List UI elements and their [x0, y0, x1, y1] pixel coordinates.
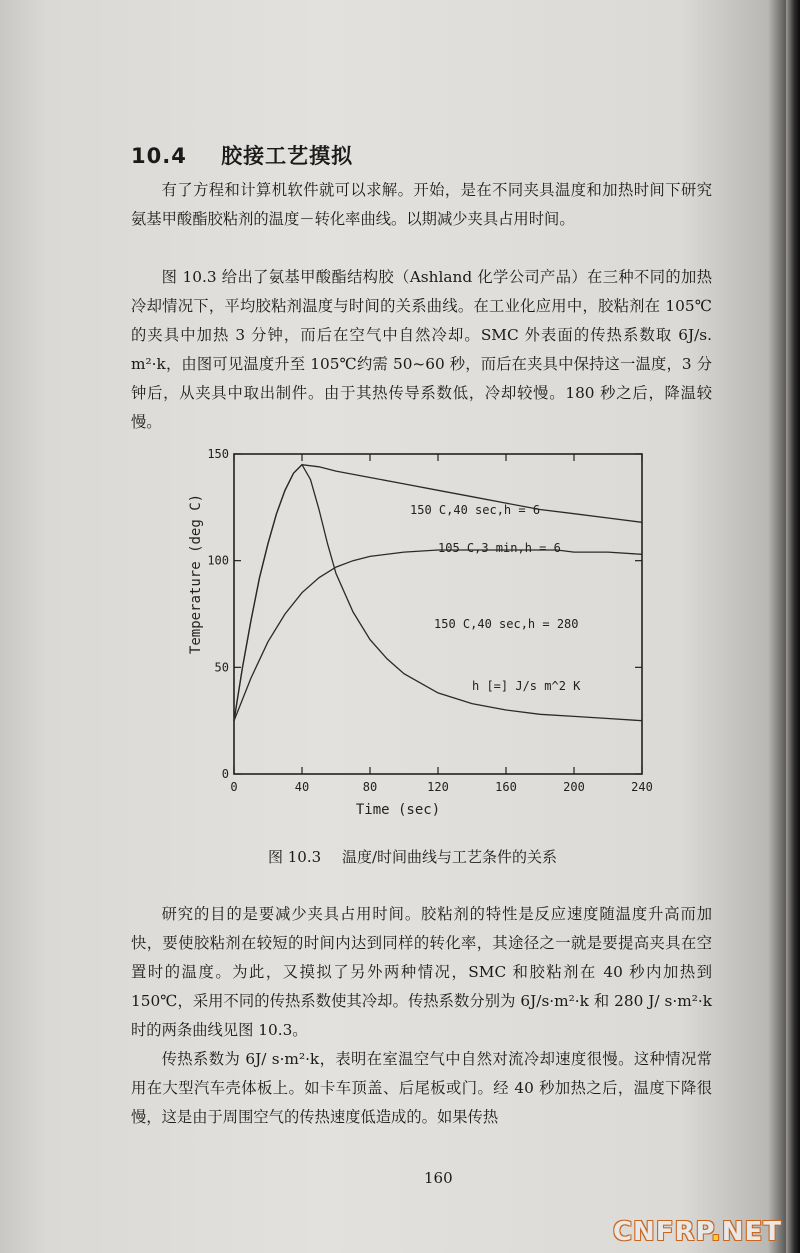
watermark-left: CNFRP [612, 1217, 711, 1247]
paragraph-1 [131, 176, 712, 234]
y-axis-label: Temperature (deg C) [188, 493, 204, 655]
x-tick-label: 0 [230, 780, 238, 794]
paragraph-4-text: 传热系数为 6J/ s·m²·k，表明在室温空气中自然对流冷却速度很慢。这种情况常用在大型汽车壳体板上。如卡车顶盖、后尾板或门。经 40 秒加热之后，温度下降很慢，这是由于周围空气的传热速度低造成的。如果传热 [131, 1050, 712, 1126]
page-number: 160 [424, 1169, 453, 1187]
figure-number: 图 10.3 [268, 848, 322, 866]
figure-10-3 [180, 444, 670, 824]
series-line-2 [234, 550, 642, 721]
section-title: 胶接工艺摸拟 [221, 144, 354, 168]
series-label-1: 150 C,40 sec,h = 6 [410, 503, 541, 517]
series-label-2: 105 C,3 min,h = 6 [438, 541, 561, 555]
chart-annotation: h [=] J/s m^2 K [472, 679, 581, 693]
x-tick-label: 40 [294, 780, 310, 794]
x-tick-label: 120 [427, 780, 449, 794]
y-tick-label: 100 [207, 553, 229, 568]
temperature-time-chart [180, 444, 670, 824]
y-tick-label: 150 [207, 447, 229, 461]
figure-caption [268, 846, 557, 867]
figure-caption-text: 温度/时间曲线与工艺条件的关系 [341, 848, 558, 866]
x-tick-label: 240 [631, 780, 653, 794]
section-number: 10.4 [131, 144, 187, 168]
x-tick-label: 160 [495, 780, 517, 794]
paragraph-3-text: 研究的目的是要减少夹具占用时间。胶粘剂的特性是反应速度随温度升高而加快，要使胶粘剂在较短的时间内达到同样的转化率，其途径之一就是要提高夹具在空置时的温度。为此，又摸拟了另外两种情况，SMC 和胶粘剂在 40 秒内加热到 150℃，采用不同的传热系数使其冷却。传热系数分别为 6J/s·m²·k 和 280 J/ s·m²·k 时的两条曲线见图 10.3。 [131, 905, 712, 1039]
watermark-right: NET [721, 1217, 782, 1247]
site-watermark [613, 1217, 782, 1247]
paragraph-2 [131, 263, 712, 437]
paragraph-3 [131, 900, 712, 1045]
series-label-3: 150 C,40 sec,h = 280 [434, 617, 579, 631]
paragraph-4 [131, 1045, 712, 1132]
x-axis-label: Time (sec) [355, 802, 441, 818]
x-tick-label: 80 [362, 780, 378, 794]
y-tick-label: 50 [214, 660, 229, 675]
watermark-dot: . [710, 1217, 722, 1247]
paragraph-2-text: 图 10.3 给出了氨基甲酸酯结构胶（Ashland 化学公司产品）在三种不同的加热冷却情况下，平均胶粘剂温度与时间的关系曲线。在工业化应用中，胶粘剂在 105℃的夹具中加热 3 分钟，而后在空气中自然冷却。SMC 外表面的传热系数取 6J/s. m²·k，由图可见温度升至 105℃约需 50~60 秒，而后在夹具中保持这一温度，3 分钟后，从夹具中取出制件。由于其热传导系数低，冷却较慢。180 秒之后，降温较慢。 [131, 268, 712, 431]
book-spine-shadow [786, 0, 800, 1253]
y-tick-label: 0 [221, 767, 229, 781]
section-heading [131, 140, 353, 170]
plot-frame [234, 454, 642, 774]
x-tick-label: 200 [563, 780, 585, 794]
paragraph-1-text: 有了方程和计算机软件就可以求解。开始，是在不同夹具温度和加热时间下研究氨基甲酸酯胶粘剂的温度－转化率曲线。以期减少夹具占用时间。 [131, 181, 712, 228]
